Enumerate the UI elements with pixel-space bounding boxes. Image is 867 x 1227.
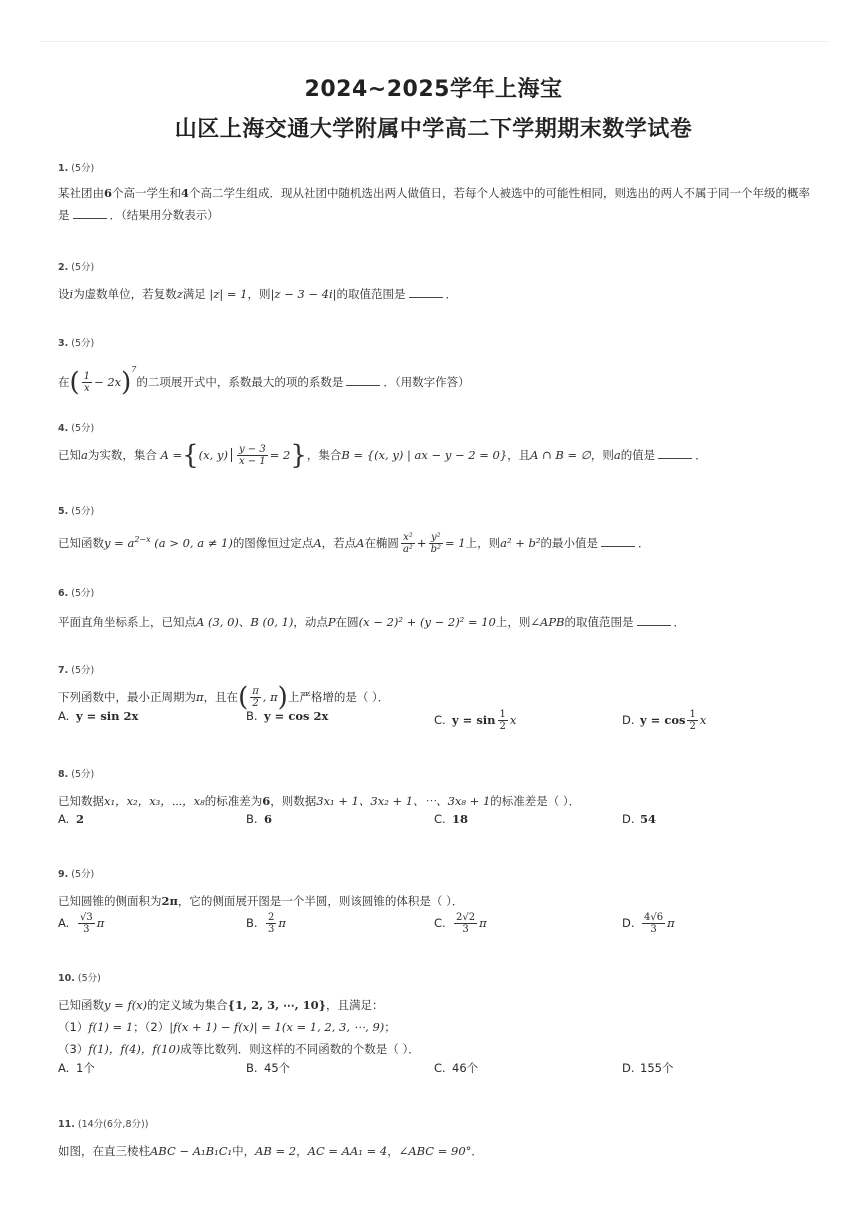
option-a[interactable]: A. 2 [58,812,85,826]
answer-blank[interactable] [73,218,107,219]
question-stem: 已知函数y = f(x)的定义域为集合{1, 2, 3, ⋯, 10}，且满足： （1）f(1) = 1；（2）|f(x + 1) − f(x)| = 1(x = 1, 2, 3, ⋯, 9)； （3）f(1)，f(4)，f(10)成等比数列．则这样的不同函数的个数是（ ）． [58,998,420,1056]
option-d[interactable]: D. y = cos $\frac{1}{2}$ x [622,709,707,732]
page-title-line2: 山区上海交通大学附属中学高二下学期期末数学试卷 [174,117,693,142]
options [58,709,827,731]
question-number: 7. (5分) [58,665,95,676]
question-10 [58,970,827,1082]
question-stem: 在( $\frac{1}{x}$ − 2x)$^7$的二项展开式中，系数最大的项的系数是 ．（用数字作答） [58,365,470,398]
question-8 [58,766,827,834]
options [58,812,827,834]
option-b[interactable]: B. 6 [246,812,273,826]
question-stem: 下列函数中，最小正周期为π，且在( $\frac{\pi}{2}$ , π)上严格增的是（ ）． [58,682,390,713]
question-number: 9. (5分) [58,869,95,880]
option-a[interactable]: A. 1个 [58,1061,95,1075]
option-c[interactable]: C. 46个 [434,1061,479,1075]
question-number: 6. (5分) [58,588,95,599]
option-c[interactable]: C. $\frac{2√2}{3}$ π [434,912,487,935]
options [58,1060,827,1082]
page-title-line1: 2024~2025学年上海宝 [304,77,563,102]
option-d[interactable]: D. 54 [622,812,657,826]
question-6 [58,585,827,633]
question-stem: 已知a为实数，集合 A ={(x, y) $\frac{y - 3}{x - 1}$ = 2}，集合B = {(x, y) | ax − y − 2 = 0}，且A ∩ B = ∅，则a的值是 ． [58,440,707,471]
question-number: 1. (5分) [58,163,95,174]
question-7 [58,662,827,731]
question-11 [58,1116,827,1162]
question-1 [58,160,827,226]
option-d[interactable]: D. $\frac{4√6}{3}$ π [622,912,675,935]
question-2 [58,259,827,305]
option-c[interactable]: C. y = sin $\frac{1}{2}$ x [434,709,517,732]
question-stem: 已知数据x₁，x₂，x₃，⋯，x₈的标准差为6，则数据3x₁ + 1、3x₂ + 1、⋯、3x₈ + 1的标准差是（ ）． [58,794,581,808]
options [58,912,827,940]
question-number: 3. (5分) [58,338,95,349]
question-stem: 某社团由6个高一学生和4个高二学生组成．现从社团中随机选出两人做值日，若每个人被选中的可能性相同，则选出的两人不属于同一个年级的概率 是 ．（结果用分数表示） [58,186,811,222]
question-number: 4. (5分) [58,423,95,434]
question-4 [58,420,827,471]
question-9 [58,866,827,940]
question-stem: 如图，在直三棱柱ABC − A₁B₁C₁中，AB = 2，AC = AA₁ = 4，∠ABC = 90°． [58,1144,483,1158]
question-stem: 平面直角坐标系上，已知点A (3, 0)、B (0, 1)，动点P在圆(x − 2)² + (y − 2)² = 10上，则∠APB的取值范围是 ． [58,615,686,629]
answer-blank[interactable] [409,297,443,298]
question-stem: 设i为虚数单位，若复数z满足 |z| = 1，则|z − 3 − 4i|的取值范围是 ． [58,287,457,301]
option-a[interactable]: A. y = sin 2x [58,709,139,723]
question-stem: 已知函数$y = a^{2-x}$ (a > 0, a ≠ 1)的图像恒过定点A，若点A在椭圆 $\frac{\text{x²}}{\text{a²}}$ + $\frac{\text{y²}}{\text{b²}}$ = 1上，则a² + b²的最小值是 ． [58,531,650,555]
question-number: 5. (5分) [58,506,95,517]
answer-blank[interactable] [601,546,635,547]
question-number: 8. (5分) [58,769,95,780]
answer-blank[interactable] [658,458,692,459]
option-a[interactable]: A. $\frac{√3}{3}$ π [58,912,105,935]
option-d[interactable]: D. 155个 [622,1061,674,1075]
answer-blank[interactable] [346,385,380,386]
option-b[interactable]: B. 45个 [246,1061,291,1075]
option-b[interactable]: B. y = cos 2x [246,709,329,723]
top-divider [40,41,827,42]
answer-blank[interactable] [637,625,671,626]
question-number: 10. (5分) [58,973,101,984]
option-b[interactable]: B. $\frac{2}{3}$ π [246,912,286,935]
question-5 [58,503,827,555]
question-stem: 已知圆锥的侧面积为2π，它的侧面展开图是一个半圆，则该圆锥的体积是（ ）． [58,894,464,908]
question-number: 11. (14分(6分,8分)) [58,1119,149,1130]
question-3 [58,335,827,398]
question-number: 2. (5分) [58,262,95,273]
option-c[interactable]: C. 18 [434,812,469,826]
